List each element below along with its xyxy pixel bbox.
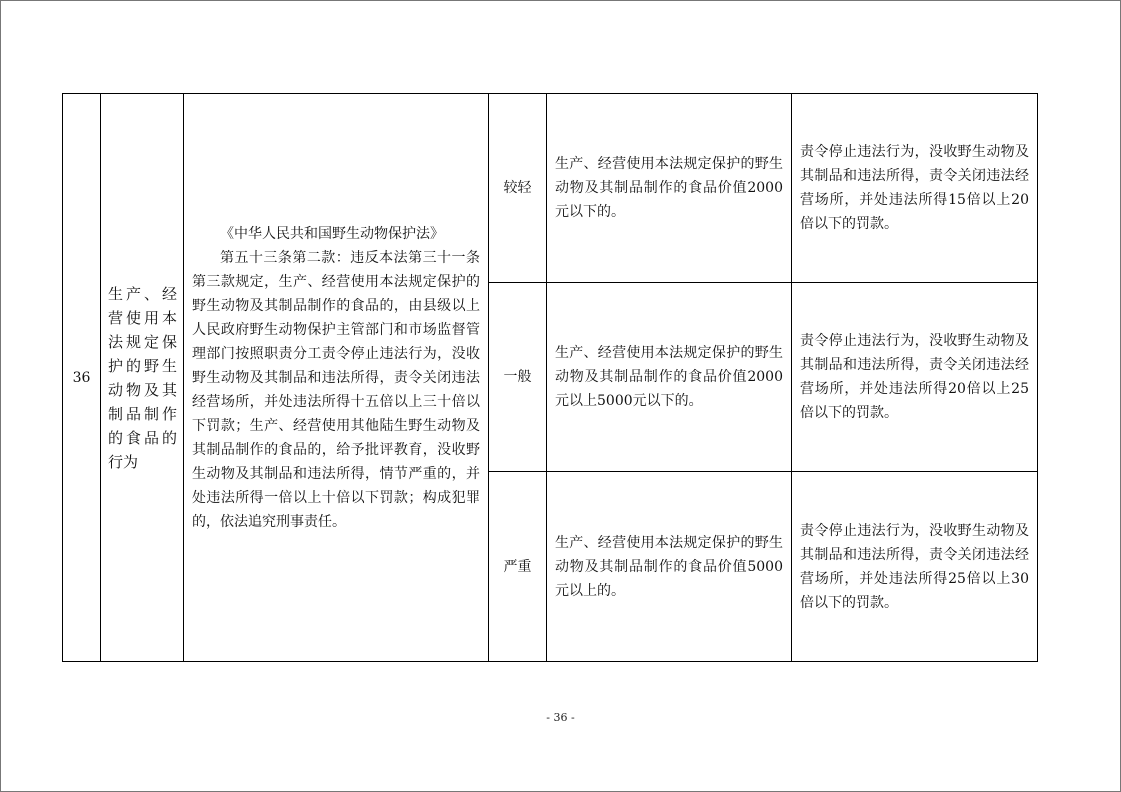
- standard-minor: 责令停止违法行为，没收野生动物及其制品和违法所得，责令关闭违法经营场所，并处违法所得15倍以上20倍以下的罚款。: [792, 94, 1038, 283]
- circumstance-general: 生产、经营使用本法规定保护的野生动物及其制品制作的食品价值2000元以上5000元以下的。: [547, 283, 792, 472]
- circumstance-minor: 生产、经营使用本法规定保护的野生动物及其制品制作的食品价值2000元以下的。: [547, 94, 792, 283]
- standard-serious: 责令停止违法行为，没收野生动物及其制品和违法所得，责令关闭违法经营场所，并处违法所得25倍以上30倍以下的罚款。: [792, 472, 1038, 662]
- standard-general: 责令停止违法行为，没收野生动物及其制品和违法所得，责令关闭违法经营场所，并处违法所得20倍以上25倍以下的罚款。: [792, 283, 1038, 472]
- violation-act: 生产、经营使用本法规定保护的野生动物及其制品制作的食品的行为: [101, 94, 184, 662]
- level-general: 一般: [489, 283, 547, 472]
- level-serious: 严重: [489, 472, 547, 662]
- legal-basis: [184, 94, 489, 662]
- table-row: [63, 94, 1038, 283]
- circumstance-serious: 生产、经营使用本法规定保护的野生动物及其制品制作的食品价值5000元以上的。: [547, 472, 792, 662]
- legal-basis-title: 《中华人民共和国野生动物保护法》: [220, 225, 444, 242]
- legal-basis-body: 第五十三条第二款：违反本法第三十一条第三款规定，生产、经营使用本法规定保护的野生动物及其制品制作的食品的，由县级以上人民政府野生动物保护主管部门和市场监督管理部门按照职责分工责令停止违法行为，没收野生动物及其制品和违法所得，责令关闭违法经营场所，并处违法所得十五倍以上三十倍以下罚款；生产、经营使用其他陆生野生动物及其制品制作的食品的，给予批评教育，没收野生动物及其制品和违法所得，情节严重的，并处违法所得一倍以上十倍以下罚款；构成犯罪的，依法追究刑事责任。: [192, 249, 480, 530]
- page-number: - 36 -: [546, 711, 575, 724]
- penalty-standard-table: [62, 93, 1038, 662]
- level-minor: 较轻: [489, 94, 547, 283]
- row-number: 36: [63, 94, 101, 662]
